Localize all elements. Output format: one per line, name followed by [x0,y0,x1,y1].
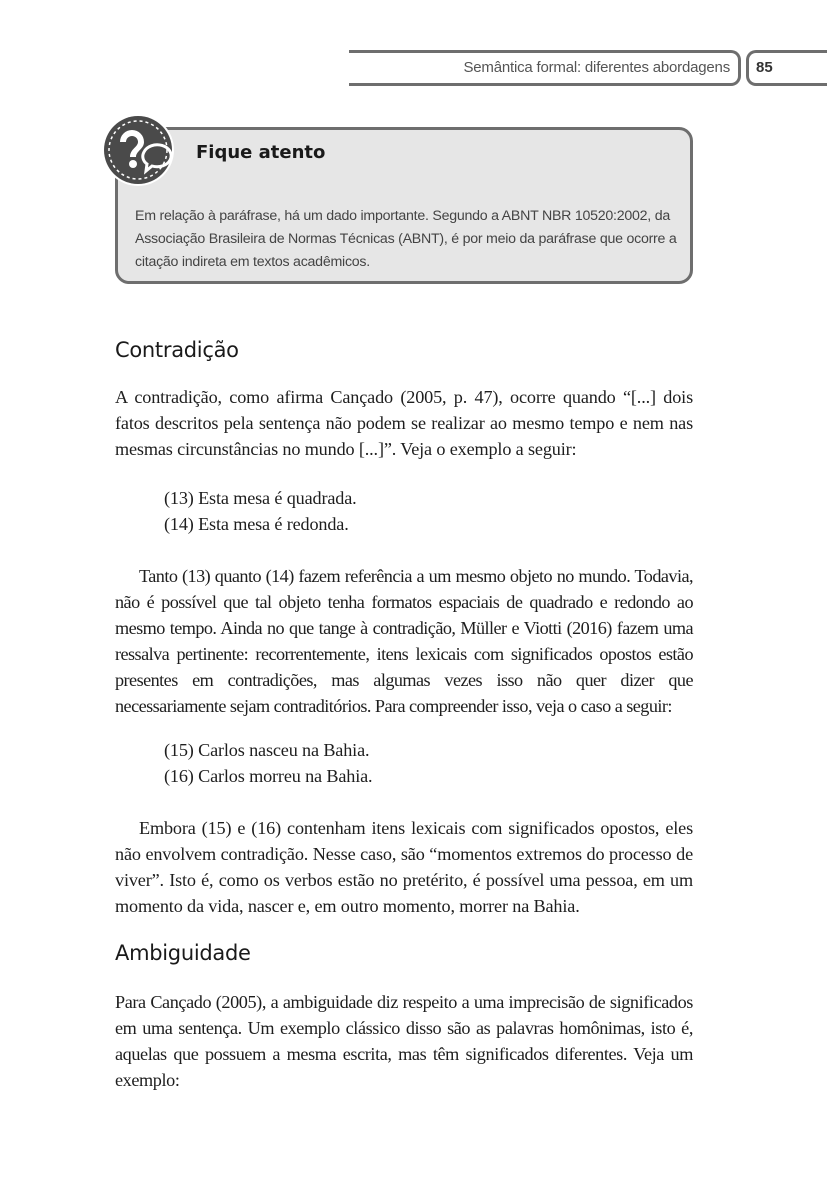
paragraph-contradicao-1: A contradição, como afirma Cançado (2005, p. 47), ocorre quando “[...] dois fatos descritos pela sentença não podem se realizar ao mesmo tempo e nem nas mesmas circunstâncias no mundo [...]”. Veja o exemplo a seguir: [115,387,693,459]
example-16: (16) Carlos morreu na Bahia. [164,766,373,786]
paragraph-contradicao-3: Embora (15) e (16) contenham itens lexicais com significados opostos, eles não envolvem contradição. Nesse caso, são “momentos extremos do processo de viver”. Isto é, como os verbos estão no pretérito, é possível uma pessoa, em um momento da vida, nascer e, em outro momento, morrer na Bahia. [115,818,693,916]
example-13: (13) Esta mesa é quadrada. [164,488,357,508]
running-header-title: Semântica formal: diferentes abordagens [463,59,730,76]
attention-speech-bubble-icon [100,112,176,188]
heading-ambiguidade: Ambiguidade [115,941,251,965]
callout-body: Em relação à paráfrase, há um dado importante. Segundo a ABNT NBR 10520:2002, da Associação Brasileira de Normas Técnicas (ABNT), é por meio da paráfrase que ocorre a citação indireta em textos acadêmicos. [135,208,677,270]
example-15: (15) Carlos nasceu na Bahia. [164,740,370,760]
paragraph-ambiguidade-1: Para Cançado (2005), a ambiguidade diz respeito a uma imprecisão de significados em uma sentença. Um exemplo clássico disso são as palavras homônimas, isto é, aquelas que possuem a mesma escrita, mas têm significados diferentes. Veja um exemplo: [115,992,693,1090]
paragraph-contradicao-2: Tanto (13) quanto (14) fazem referência a um mesmo objeto no mundo. Todavia, não é possível que tal objeto tenha formatos espaciais de quadrado e redondo ao mesmo tempo. Ainda no que tange à contradição, Müller e Viotti (2016) fazem uma ressalva pertinente: recorrentemente, itens lexicais com significados opostos estão presentes em contradições, mas algumas vezes isso não quer dizer que necessariamente sejam contraditórios. Para compreender isso, veja o caso a seguir: [115,566,693,716]
callout-title: Fique atento [196,142,326,163]
example-14: (14) Esta mesa é redonda. [164,514,349,534]
page-number: 85 [756,59,773,76]
heading-contradicao: Contradição [115,338,239,362]
